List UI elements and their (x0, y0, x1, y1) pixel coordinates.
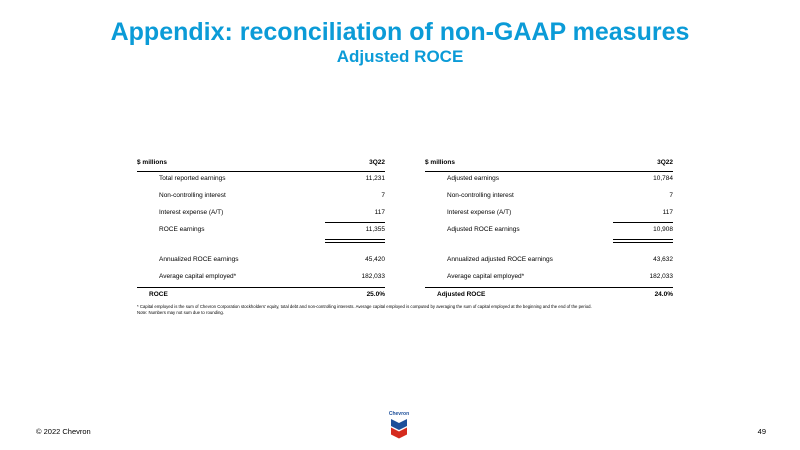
table-row (425, 206, 673, 223)
chevron-logo (382, 411, 416, 441)
row-label: Total reported earnings (159, 175, 226, 182)
page-number: 49 (757, 427, 766, 436)
total-value: 24.0% (654, 291, 673, 298)
adjusted-roce-table (425, 158, 673, 305)
total-label: Adjusted ROCE (437, 291, 486, 298)
row-label: Average capital employed* (159, 273, 237, 280)
table-row (425, 189, 673, 206)
row-value: 10,908 (653, 226, 673, 233)
row-label: Adjusted ROCE earnings (447, 226, 520, 233)
row-value: 182,033 (361, 273, 385, 280)
row-value: 117 (374, 209, 385, 216)
row-label: Non-controlling interest (159, 192, 226, 199)
row-label: ROCE earnings (159, 226, 205, 233)
total-label: ROCE (149, 291, 168, 298)
header-column: 3Q22 (657, 159, 673, 166)
header-label: $ millions (137, 159, 167, 166)
table-row (425, 223, 673, 240)
header-label: $ millions (425, 159, 455, 166)
table-row (137, 253, 385, 270)
row-label: Annualized ROCE earnings (159, 256, 239, 263)
chevron-emblem-icon (382, 411, 416, 441)
row-label: Annualized adjusted ROCE earnings (447, 256, 553, 263)
page-title: Appendix: reconciliation of non-GAAP measures (110, 18, 690, 46)
row-label: Non-controlling interest (447, 192, 514, 199)
row-value: 182,033 (649, 273, 673, 280)
table-row (137, 270, 385, 287)
logo-wordmark: Chevron (388, 411, 410, 417)
table-row (137, 189, 385, 206)
roce-table (137, 158, 385, 305)
table-total-row (137, 287, 385, 305)
footnote (137, 304, 677, 316)
row-value: 7 (381, 192, 385, 199)
table-row (425, 172, 673, 189)
row-value: 11,231 (365, 175, 385, 182)
row-label: Average capital employed* (447, 273, 525, 280)
row-spacer (425, 240, 673, 253)
copyright: © 2022 Chevron (36, 427, 91, 436)
table-row (425, 270, 673, 287)
header-column: 3Q22 (369, 159, 385, 166)
row-label: Interest expense (A/T) (447, 209, 512, 216)
table-row (137, 206, 385, 223)
row-spacer (137, 240, 385, 253)
row-value: 45,420 (365, 256, 385, 263)
footnote-capital-employed: * Capital employed is the sum of Chevron Corporation stockholders' equity, total debt and non-controlling interests. Average capital employed is computed by averaging the sum of capital employed at the beginning and the end of the period. (137, 304, 592, 309)
table-header (425, 158, 673, 172)
row-value: 43,632 (653, 256, 673, 263)
total-value: 25.0% (366, 291, 385, 298)
table-row (137, 223, 385, 240)
table-row (137, 172, 385, 189)
table-total-row (425, 287, 673, 305)
table-row (425, 253, 673, 270)
footnote-rounding: Note: Numbers may not sum due to rounding. (137, 310, 224, 315)
row-value: 7 (669, 192, 673, 199)
table-header (137, 158, 385, 172)
row-label: Interest expense (A/T) (159, 209, 224, 216)
row-value: 117 (662, 209, 673, 216)
row-label: Adjusted earnings (447, 175, 500, 182)
page-subtitle: Adjusted ROCE (336, 47, 464, 66)
row-value: 10,784 (653, 175, 673, 182)
row-value: 11,355 (365, 226, 385, 233)
